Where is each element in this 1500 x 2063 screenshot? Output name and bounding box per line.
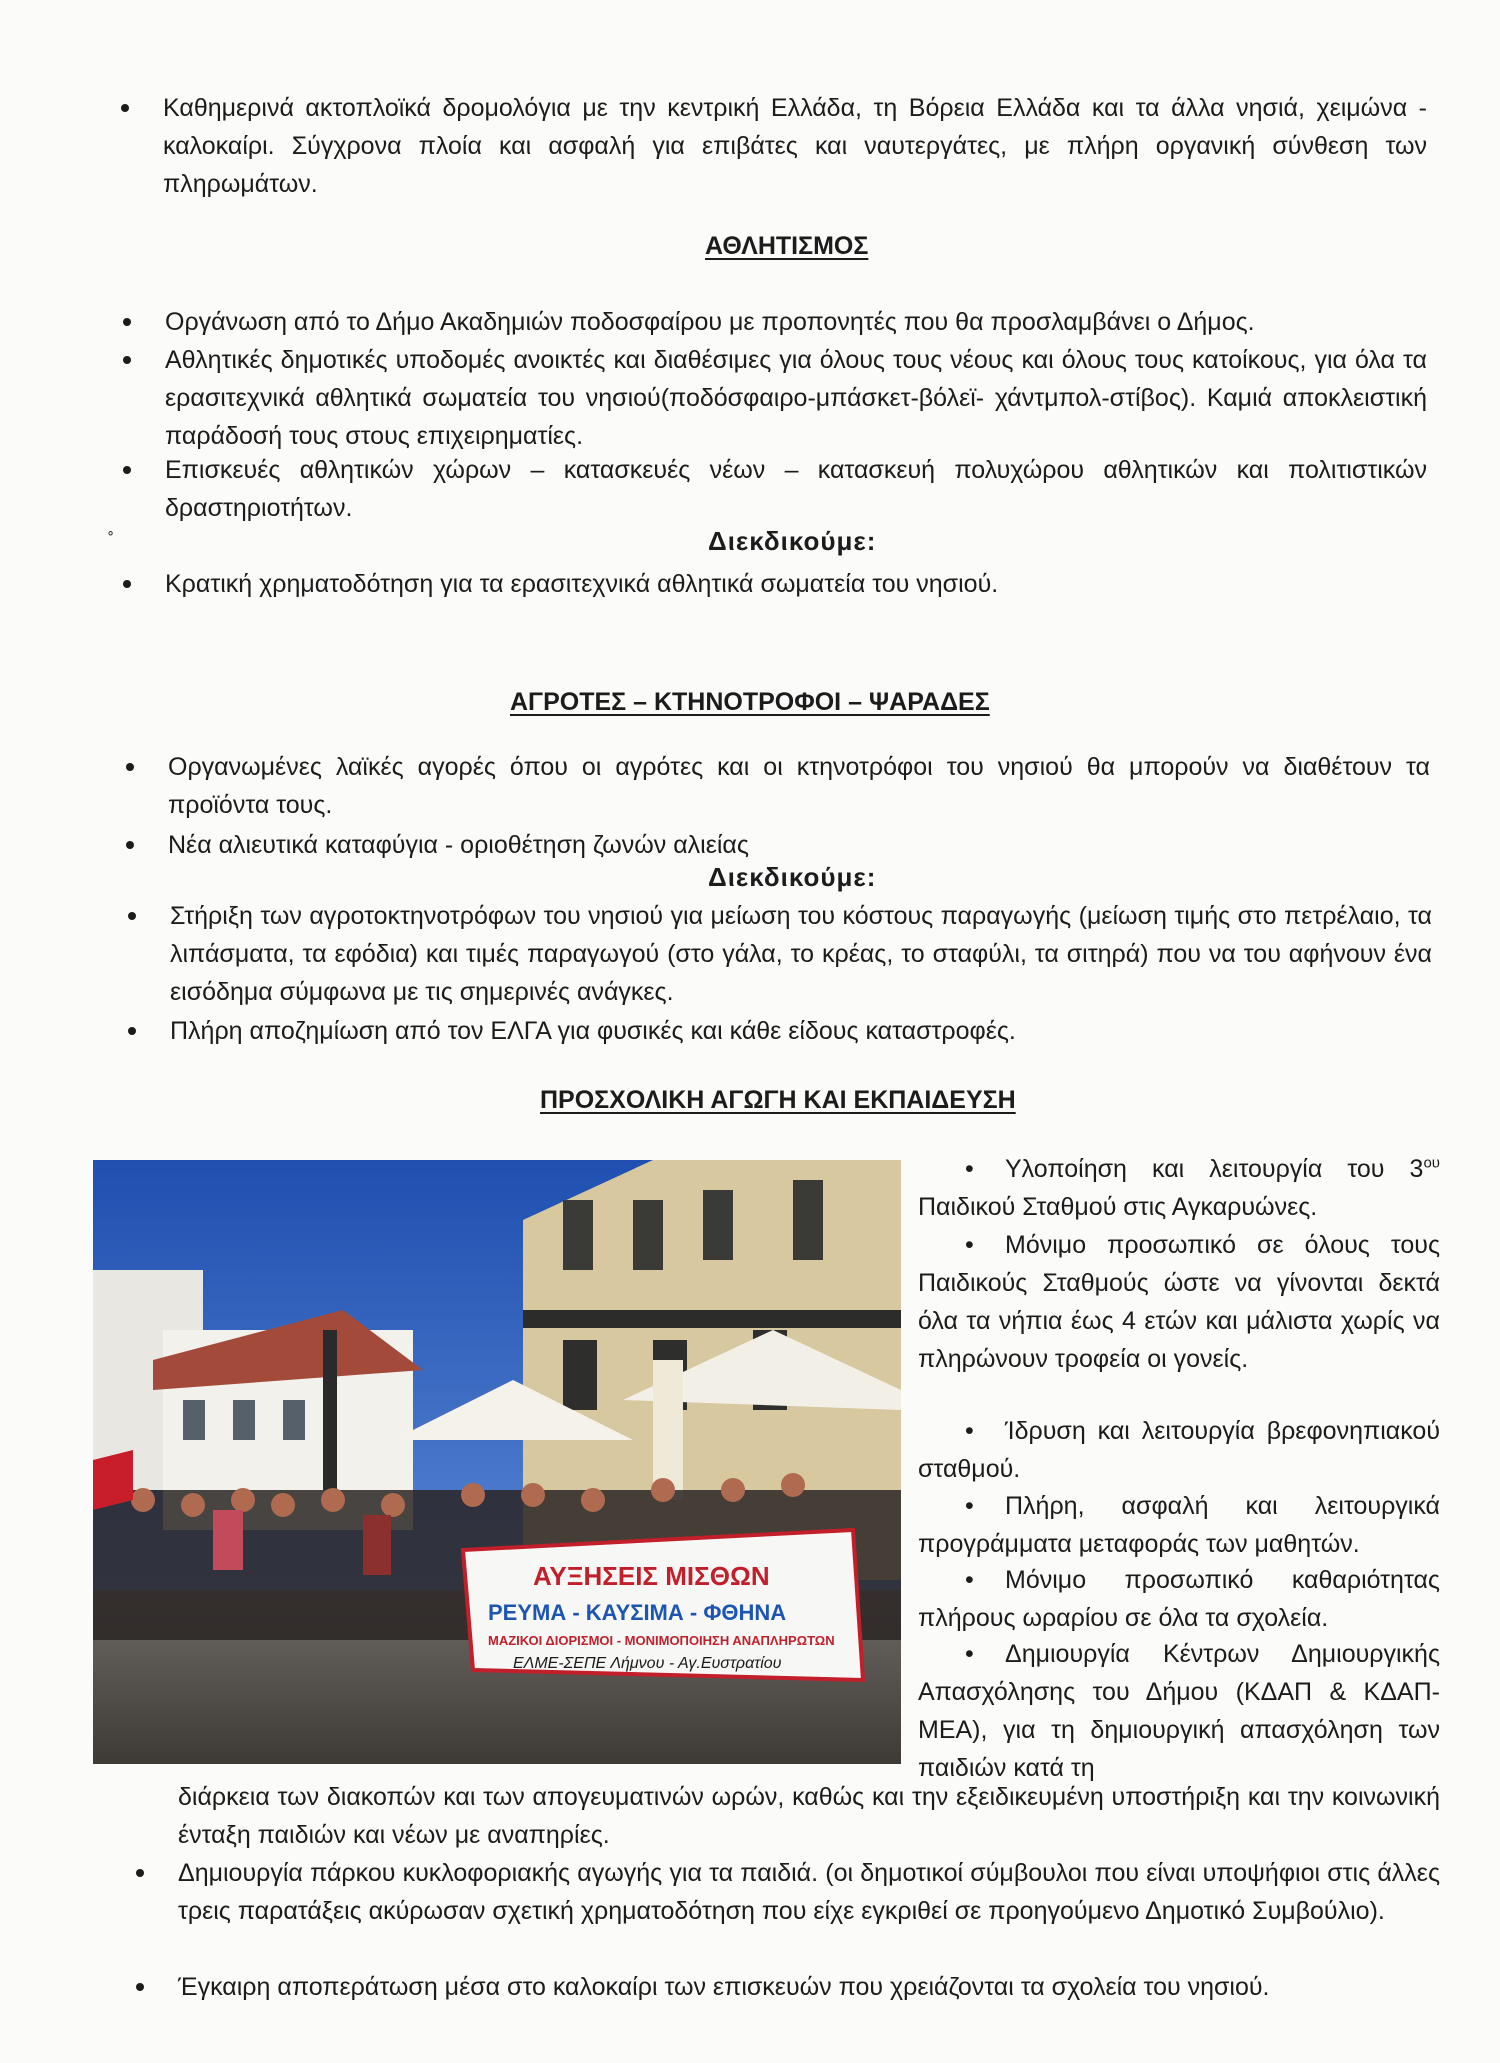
edu-side-bullet-6: • Δημιουργία Κέντρων Δημιουργικής Απασχόλησης του Δήμου (ΚΔΑΠ & ΚΔΑΠ-ΜΕΑ), για τη δημιουργική απασχόληση των παιδιών κατά τη [918,1635,1440,1787]
bullet-dot [918,1566,1005,1594]
farmers-claim-heading: Διεκδικούμε: [708,862,877,892]
sports-claim-heading: Διεκδικούμε: [708,526,877,556]
edu-side-bullet-4: • Πλήρη, ασφαλή και λειτουργικά προγράμματα μεταφοράς των μαθητών. [918,1487,1440,1563]
ferry-bullet: Καθημερινά ακτοπλοϊκά δρομολόγια με την κεντρική Ελλάδα, τη Βόρεια Ελλάδα και τα άλλα νησιά, χειμώνα - καλοκαίρι. Σύγχρονα πλοία και ασφαλή για επιβάτες και ναυτεργάτες, με πλήρη οργανική σύνθεση των πληρωμάτων. [163,89,1427,203]
sports-bullet-2: Αθλητικές δημοτικές υποδομές ανοικτές και διαθέσιμες για όλους τους νέους και όλους τους κατοίκους, για όλα τα ερασιτεχνικά αθλητικά σωματεία του νησιού(ποδόσφαιρο-μπάσκετ-βόλεϊ- χάντμπολ-στίβος). Καμιά αποκλειστική παράδοσή τους στους επιχειρηματίες. [165,341,1427,455]
edu-continuation: διάρκεια των διακοπών και των απογευματινών ωρών, καθώς και την εξειδικευμένη υποστήριξη και την κοινωνική ένταξη παιδιών και νέων με αναπηρίες. [178,1783,1440,1849]
sports-heading: ΑΘΛΗΤΙΣΜΟΣ [705,232,869,260]
farmers-heading: ΑΓΡΟΤΕΣ – ΚΤΗΝΟΤΡΟΦΟΙ – ΨΑΡΑΔΕΣ [510,688,990,716]
farmers-bullet-2: Νέα αλιευτικά καταφύγια - οριοθέτηση ζωνών αλιείας [168,826,1430,864]
edu-side-bullet-2: • Μόνιμο προσωπικό σε όλους τους Παιδικούς Σταθμούς ώστε να γίνονται δεκτά όλα τα νήπια έως 4 ετών και μάλιστα χωρίς να πληρώνουν τροφεία οι γονείς. [918,1226,1440,1378]
svg-text:ΜΑΖΙΚΟΙ ΔΙΟΡΙΣΜΟΙ - ΜΟΝΙΜΟΠΟΙΗ: ΜΑΖΙΚΟΙ ΔΙΟΡΙΣΜΟΙ - ΜΟΝΙΜΟΠΟΙΗΣΗ ΑΝΑΠΛΗΡΩΤΩΝ [488,1633,835,1648]
bullet-dot [918,1231,1005,1259]
bullet-dot [918,1417,1005,1445]
sports-bullet-3: Επισκευές αθλητικών χώρων – κατασκευές νέων – κατασκευή πολυχώρου αθλητικών και πολιτιστικών δραστηριοτήτων. [165,451,1427,527]
edu-side-bullet-1: • Υλοποίηση και λειτουργία του $3^{o\upsilon}$ Παιδικού Σταθμού στις Αγκαρυώνες. [918,1150,1440,1226]
edu-bullet-2: Έγκαιρη αποπεράτωση μέσα στο καλοκαίρι των επισκευών που χρειάζονται τα σχολεία του νησιού. [178,1968,1440,2006]
bullet-dot [918,1492,1005,1520]
farmers-claim-bullet-2: Πλήρη αποζημίωση από τον ΕΛΓΑ για φυσικές και κάθε είδους καταστροφές. [170,1012,1432,1050]
sports-bullet-1: Οργάνωση από το Δήμο Ακαδημιών ποδοσφαίρου με προπονητές που θα προσλαμβάνει ο Δήμος. [165,303,1427,341]
bullet-dot [918,1155,1005,1183]
bullet-dot [918,1640,1005,1668]
edu-bullet-1: Δημιουργία πάρκου κυκλοφοριακής αγωγής για τα παιδιά. (οι δημοτικοί σύμβουλοι που είναι υποψήφιοι στις άλλες τρεις παρατάξεις ακύρωσαν σχετική χρηματοδότηση που είχε εγκριθεί σε προηγούμενο Δημοτικό Συμβούλιο). [178,1854,1440,1930]
protest-photo [93,1160,901,1764]
svg-text:ΕΛΜΕ-ΣΕΠΕ Λήμνου - Αγ.Ευστρατ: ΕΛΜΕ-ΣΕΠΕ Λήμνου - Αγ.Ευστρατίου [513,1655,782,1672]
farmers-claim-bullet-1: Στήριξη των αγροτοκτηνοτρόφων του νησιού για μείωση του κόστους παραγωγής (μείωση τιμής στο πετρέλαιο, τα λιπάσματα, τα εφόδια) και τιμές παραγωγού (στο γάλα, το κρέας, το σταφύλι, τα σιτηρά) που να του αφήνουν ένα εισόδημα σύμφωνα με τις σημερινές ανάγκες. [170,897,1432,1011]
edu-side-bullet-3: • Ίδρυση και λειτουργία βρεφονηπιακού σταθμού. [918,1412,1440,1488]
farmers-bullet-1: Οργανωμένες λαϊκές αγορές όπου οι αγρότες και οι κτηνοτρόφοι του νησιού θα μπορούν να διαθέτουν τα προϊόντα τους. [168,748,1430,824]
svg-text:ΑΥΞΗΣΕΙΣ ΜΙΣΘΩΝ: ΑΥΞΗΣΕΙΣ ΜΙΣΘΩΝ [533,1561,770,1591]
svg-text:ΡΕΥΜΑ - ΚΑΥΣΙΜΑ - ΦΘΗΝΑ: ΡΕΥΜΑ - ΚΑΥΣΙΜΑ - ΦΘΗΝΑ [488,1600,787,1625]
education-heading: ΠΡΟΣΧΟΛΙΚΗ ΑΓΩΓΗ ΚΑΙ ΕΚΠΑΙΔΕΥΣΗ [540,1086,1016,1114]
stray-mark: ˚ [108,530,114,550]
sports-claim-bullet: Κρατική χρηματοδότηση για τα ερασιτεχνικά αθλητικά σωματεία του νησιού. [165,565,1427,603]
edu-side-bullet-5: • Μόνιμο προσωπικό καθαριότητας πλήρους ωραρίου σε όλα τα σχολεία. [918,1561,1440,1637]
